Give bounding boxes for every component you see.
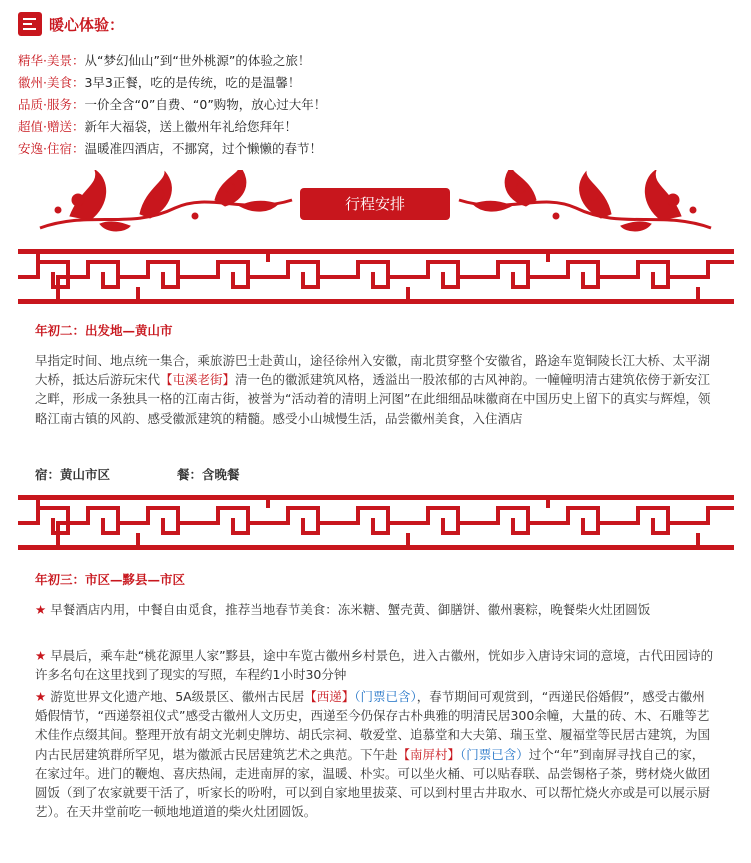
day2-stay: 宿：黄山市区 <box>35 467 111 482</box>
day3-text: 早晨后，乘车赴“桃花源里人家”黟县，途中车览古徽州乡村景色，进入古徽州，恍如步入唐诗宋词的意境，古代田园诗的许多名句在这里找到了现实的写照，车程约1小时30分钟 <box>35 648 714 683</box>
list-icon <box>18 12 42 36</box>
feature-item <box>18 118 297 136</box>
day3-title: 年初三：市区—黟县—市区 <box>35 572 186 587</box>
flower-left-icon <box>40 170 292 231</box>
feature-text: 从“梦幻仙山”到“世外桃源”的体验之旅！ <box>84 53 311 68</box>
section-header <box>18 12 124 36</box>
feature-label: 精华·美景： <box>18 53 85 68</box>
feature-label: 徽州·美食： <box>18 75 85 90</box>
star-icon: ★ <box>35 689 47 704</box>
attraction-link-tunxi: 【屯溪老街】 <box>160 372 236 388</box>
day3-text: 早餐酒店内用，中餐自由觅食，推荐当地春节美食：冻米糖、蟹壳黄、御膳饼、徽州裹粽，晚餐柴火灶团圆饭 <box>50 602 651 617</box>
day3-text: 过个“年”到南屏寻找自己的家，在家过年。进门的鞭炮、喜庆热闹，走进南屏的家，温暖、朴实。可以坐火桶、可以贴春联、品尝锡格子茶，劈材烧火做团圆饭（到了农家就要干活了，听家长的吩咐，可以到自家地里拔菜、可以到村里古井取水、可以帮忙烧火亦或是可以展示厨艺）。在天井堂前吃一顿地地道道的柴火灶团圆饭。 <box>35 746 711 820</box>
lattice-divider <box>18 493 734 555</box>
feature-item <box>18 140 322 158</box>
feature-item <box>18 96 326 114</box>
day3-text: 游览世界文化遗产地、5A级景区、徽州古民居 <box>50 689 305 704</box>
feature-text: 一价全含“0”自费、“0”购物，放心过大年！ <box>84 97 327 112</box>
day3-text: ，春节期间可观赏到，“西递民俗婚假”，感受古徽州婚假情节，“西递祭祖仪式”感受古徽州人文历史，西递至今仍保存古朴典雅的明清民居300余幢，大量的砖、木、石雕等艺术佳作点缀其间。整理开放有胡文光刺史牌坊、胡氏宗祠、敬爱堂、追慕堂和大夫第、瑞玉堂、履福堂等民居古建筑，为国内古民居建筑群所罕见，堪为徽派古民居建筑艺术之典范。下午赴 <box>35 689 711 762</box>
feature-text: 新年大福袋，送上徽州年礼给您拜年！ <box>84 119 297 134</box>
ticket-included-badge: （门票已含） <box>460 746 529 762</box>
day2-description <box>35 351 715 428</box>
feature-label: 品质·服务： <box>18 97 85 112</box>
day3-item <box>35 687 715 821</box>
star-icon: ★ <box>35 602 47 617</box>
feature-text: 温暖准四酒店，不挪窝，过个懒懒的春节！ <box>84 141 322 156</box>
day2-title: 年初二：出发地—黄山市 <box>35 323 173 338</box>
flower-right-icon <box>459 170 711 231</box>
feature-label: 超值·赠送： <box>18 119 85 134</box>
day2-text-a: 早指定时间、地点统一集合，乘旅游巴士赴黄山，途径徐州入安徽，南北贯穿整个安徽省，路途车览铜陵长江大桥、太平湖大桥，抵达后游玩宋代 <box>35 353 711 388</box>
day2-text-b: 清一色的徽派建筑风格，透溢出一股浓郁的古风神韵。一幢幢明清古建筑依傍于新安江之畔，形成一条独具一格的江南古街，被誉为“活动着的清明上河图”在此细细品味徽商在中国历史上留下的真实与辉煌，领略江南古镇的风韵、感受徽派建筑的精髓。感受小山城慢生活，品尝徽州美食，入住酒店 <box>35 372 711 426</box>
day3-item <box>35 600 715 619</box>
attraction-link-nanping: 【南屏村】 <box>397 746 461 762</box>
day2-meal: 餐：含晚餐 <box>177 467 240 482</box>
feature-item <box>18 74 300 92</box>
feature-item <box>18 52 310 70</box>
star-icon: ★ <box>35 648 47 663</box>
section-title: 暖心体验： <box>49 15 125 34</box>
feature-label: 安逸·住宿： <box>18 141 85 156</box>
attraction-link-xidi: 【西递】 <box>304 689 355 704</box>
schedule-banner-button: 行程安排 <box>300 188 450 220</box>
day3-item <box>35 646 715 684</box>
lattice-divider <box>18 247 734 309</box>
ticket-included-badge: （门票已含） <box>354 689 417 704</box>
feature-text: 3早3正餐，吃的是传统，吃的是温馨！ <box>84 75 301 90</box>
